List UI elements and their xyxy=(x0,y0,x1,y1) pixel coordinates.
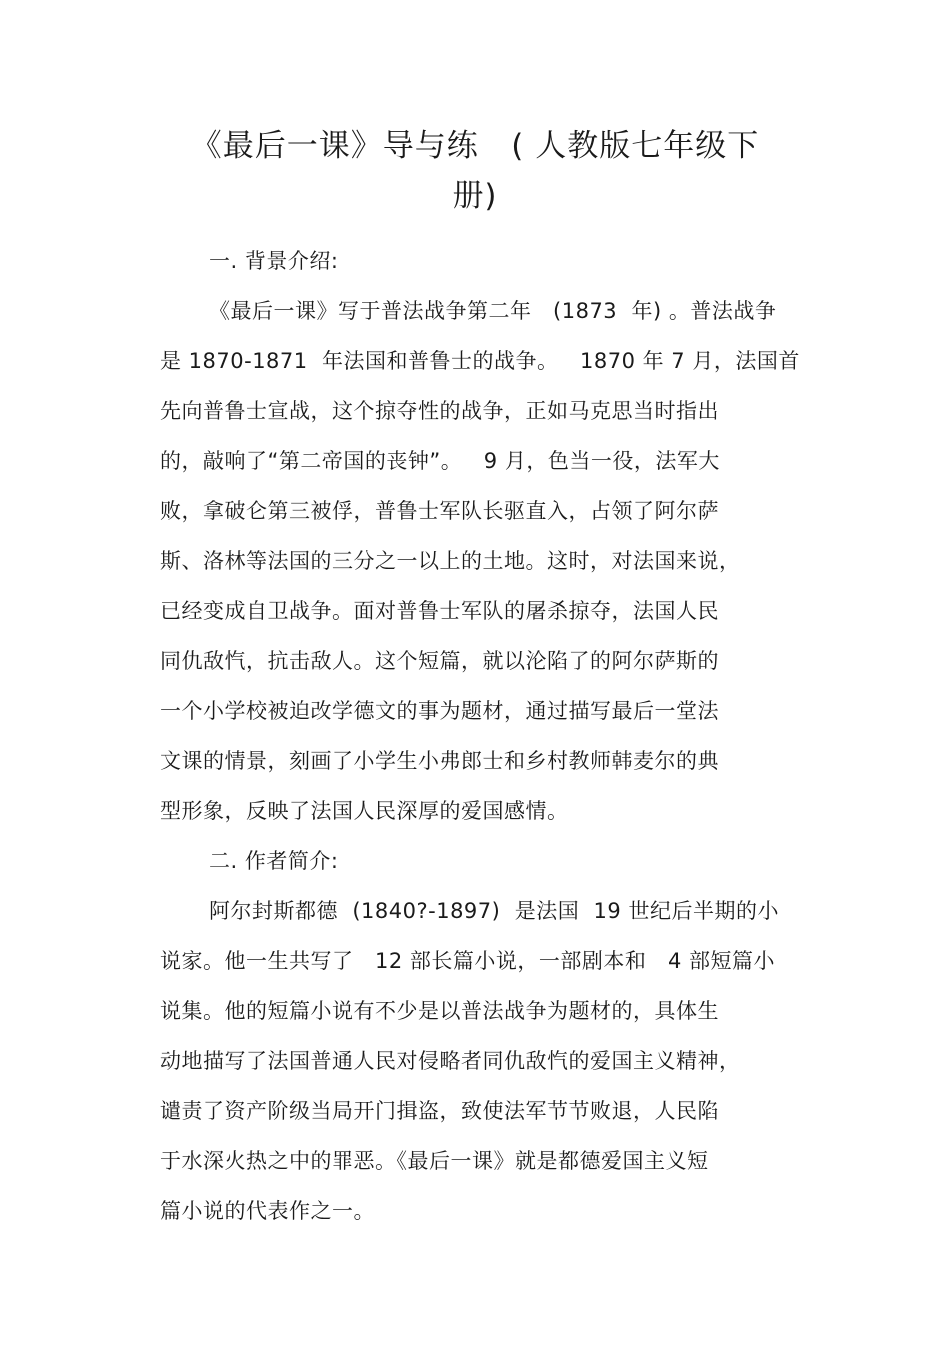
paragraph-line: 先向普鲁士宣战，这个掠夺性的战争，正如马克思当时指出 xyxy=(160,399,719,423)
paragraph-line: 已经变成自卫战争。面对普鲁士军队的屠杀掠夺，法国人民 xyxy=(160,599,719,623)
title-line-2: 册) xyxy=(452,178,498,214)
paragraph-line: 说集。他的短篇小说有不少是以普法战争为题材的，具体生 xyxy=(160,999,719,1023)
paragraph-line: 败，拿破仑第三被俘，普鲁士军队长驱直入，占领了阿尔萨 xyxy=(160,499,719,523)
title-line-1: 《最后一课》导与练 ( 人教版七年级下 xyxy=(190,128,760,164)
section-heading-author: 二. 作者简介: xyxy=(209,849,339,873)
paragraph-line: 同仇敌忾，抗击敌人。这个短篇，就以沦陷了的阿尔萨斯的 xyxy=(160,649,719,673)
paragraph-line: 一个小学校被迫改学德文的事为题材，通过描写最后一堂法 xyxy=(160,699,719,723)
paragraph-line: 动地描写了法国普通人民对侵略者同仇敌忾的爱国主义精神， xyxy=(160,1049,741,1073)
paragraph-line: 《最后一课》写于普法战争第二年 (1873 年) 。普法战争 xyxy=(209,299,777,323)
paragraph-line: 说家。他一生共写了 12 部长篇小说，一部剧本和 4 部短篇小 xyxy=(160,949,775,973)
paragraph-line: 谴责了资产阶级当局开门揖盗，致使法军节节败退，人民陷 xyxy=(160,1099,719,1123)
paragraph-line: 是 1870-1871 年法国和普鲁士的战争。 1870 年 7 月，法国首 xyxy=(160,349,800,373)
section-heading-background: 一. 背景介绍: xyxy=(209,249,339,273)
paragraph-line: 斯、洛林等法国的三分之一以上的土地。这时，对法国来说， xyxy=(160,549,741,573)
paragraph-line: 文课的情景，刻画了小学生小弗郎士和乡村教师韩麦尔的典 xyxy=(160,749,719,773)
document-title xyxy=(150,121,800,221)
paragraph-line: 阿尔封斯都德 (1840?-1897) 是法国 19 世纪后半期的小 xyxy=(209,899,779,923)
paragraph-line: 篇小说的代表作之一。 xyxy=(160,1199,375,1223)
paragraph-line: 型形象，反映了法国人民深厚的爱国感情。 xyxy=(160,799,569,823)
paragraph-line: 于水深火热之中的罪恶。《最后一课》就是都德爱国主义短 xyxy=(160,1149,709,1173)
paragraph-line: 的，敲响了“第二帝国的丧钟”。 9 月，色当一役，法军大 xyxy=(160,449,720,473)
